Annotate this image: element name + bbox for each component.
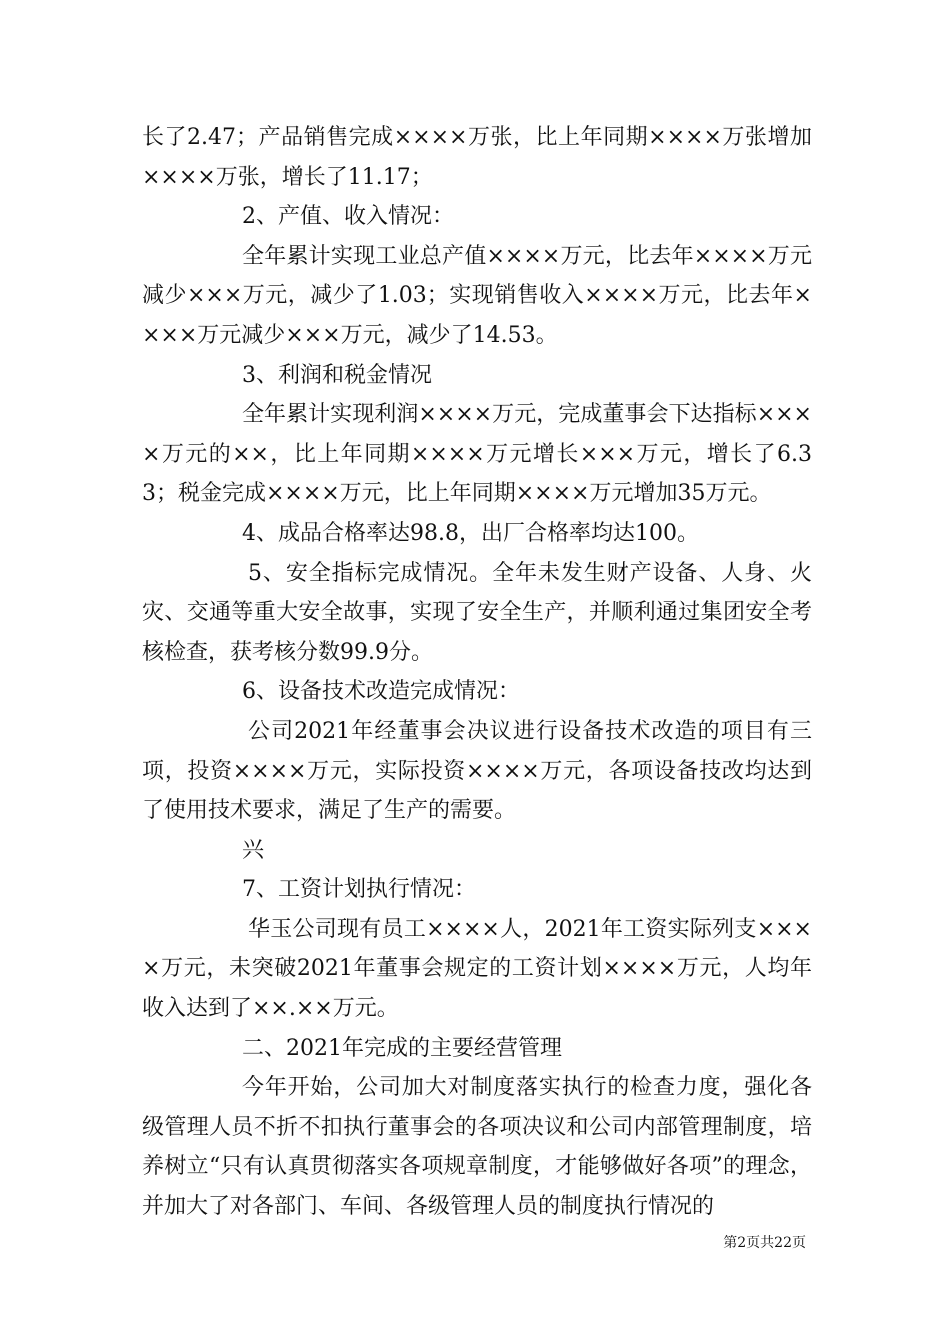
paragraph-quality-rate: 4、成品合格率达98.8，出厂合格率均达100。 (242, 520, 699, 546)
section-heading-management: 二、2021年完成的主要经营管理 (242, 1035, 562, 1061)
paragraph-continuation: 长了2.47；产品销售完成××××万张，比上年同期××××万张增加××××万张，增长了11.17； (142, 125, 812, 190)
section-heading-profit-tax: 3、利润和税金情况 (242, 362, 432, 388)
paragraph-output-income: 全年累计实现工业总产值××××万元，比去年××××万元减少×××万元，减少了1.03；实现销售收入××××万元，比去年××××万元减少×××万元，减少了14.53。 (142, 243, 812, 348)
section-heading-wages: 7、工资计划执行情况： (242, 877, 476, 903)
stray-character: 兴 (242, 837, 265, 863)
section-heading-output-income: 2、产值、收入情况： (242, 204, 454, 230)
paragraph-safety: 5、安全指标完成情况。全年未发生财产设备、人身、火灾、交通等重大安全故事，实现了安全生产，并顺利通过集团安全考核检查，获考核分数99.9分。 (142, 560, 812, 665)
section-heading-equipment: 6、设备技术改造完成情况： (242, 679, 520, 705)
document-body (142, 118, 812, 1227)
paragraph-management: 今年开始，公司加大对制度落实执行的检查力度，强化各级管理人员不折不扣执行董事会的各项决议和公司内部管理制度，培养树立“只有认真贯彻落实各项规章制度，才能够做好各项”的理念，并加大了对各部门、车间、各级管理人员的制度执行情况的 (142, 1075, 812, 1220)
page-number-footer: 第2页共22页 (723, 1235, 806, 1251)
paragraph-equipment: 公司2021年经董事会决议进行设备技术改造的项目有三项，投资××××万元，实际投资××××万元，各项设备技改均达到了使用技术要求，满足了生产的需要。 (142, 718, 812, 824)
paragraph-profit-tax: 全年累计实现利润××××万元，完成董事会下达指标××××万元的××，比上年同期××××万元增长×××万元，增长了6.33；税金完成××××万元，比上年同期××××万元增加35万元。 (142, 402, 812, 507)
paragraph-wages: 华玉公司现有员工××××人，2021年工资实际列支××××万元，未突破2021年董事会规定的工资计划××××万元，人均年收入达到了××.××万元。 (142, 916, 812, 1022)
